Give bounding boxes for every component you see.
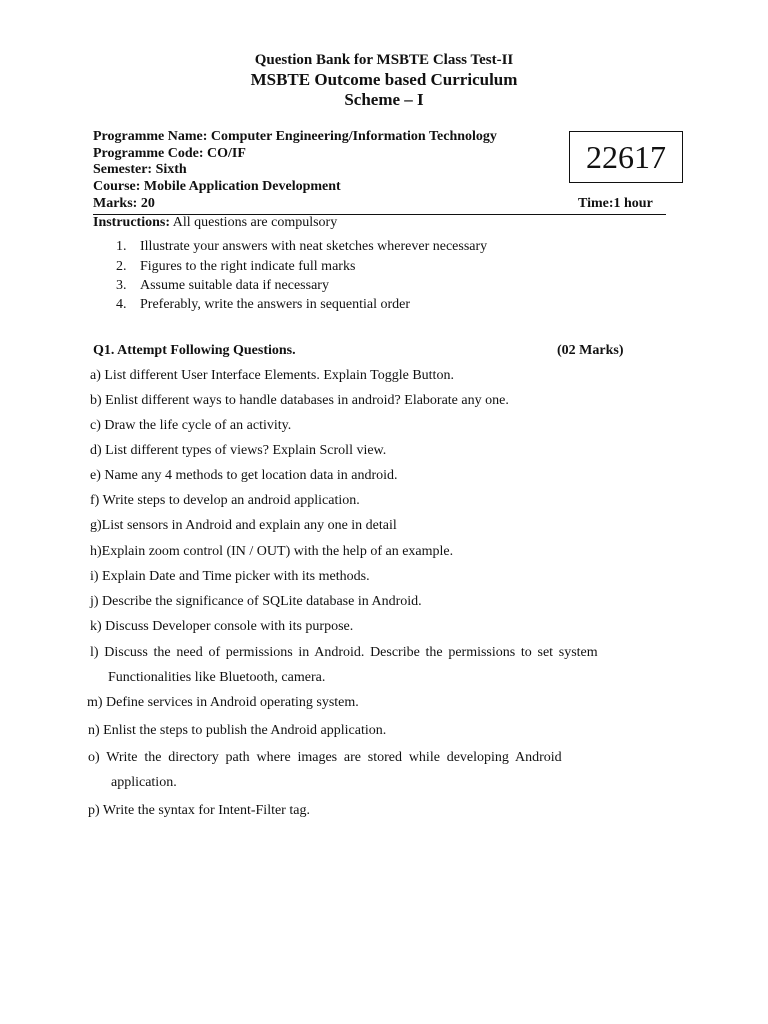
question-item: j) Describe the significance of SQLite database in Android. — [90, 594, 422, 609]
question-item-continuation: application. — [111, 775, 177, 790]
instruction-number: 4. — [116, 297, 127, 312]
question-item: f) Write steps to develop an android application. — [90, 493, 360, 508]
course-code-box — [569, 131, 683, 183]
question-item: a) List different User Interface Elements. Explain Toggle Button. — [90, 368, 454, 383]
instruction-item — [116, 278, 329, 294]
semester: Semester: Sixth — [93, 162, 187, 177]
question-item: p) Write the syntax for Intent-Filter tag. — [88, 803, 310, 818]
instructions-label: Instructions: — [93, 215, 171, 230]
time-allowed: Time:1 hour — [578, 196, 653, 211]
programme-code: Programme Code: CO/IF — [93, 146, 246, 161]
question-item: l) Discuss the need of permissions in Android. Describe the permissions to set system — [90, 645, 598, 660]
section-marks: (02 Marks) — [557, 343, 624, 358]
doc-heading-line2: MSBTE Outcome based Curriculum — [250, 70, 518, 89]
question-item: d) List different types of views? Explain Scroll view. — [90, 443, 387, 458]
instruction-number: 3. — [116, 278, 127, 293]
instruction-text: Illustrate your answers with neat sketches wherever necessary — [140, 239, 488, 254]
instruction-item — [116, 239, 487, 255]
question-item: g)List sensors in Android and explain any one in detail — [90, 518, 397, 533]
question-item: m) Define services in Android operating system. — [87, 695, 359, 710]
instructions-text: All questions are compulsory — [170, 215, 338, 230]
marks: Marks: 20 — [93, 196, 155, 211]
instruction-item — [116, 297, 410, 313]
instruction-item — [116, 259, 355, 275]
question-item: k) Discuss Developer console with its purpose. — [90, 619, 354, 634]
instruction-text: Figures to the right indicate full marks — [140, 259, 356, 274]
doc-heading-line1: Question Bank for MSBTE Class Test-II — [254, 52, 514, 68]
question-item: e) Name any 4 methods to get location data in android. — [90, 468, 398, 483]
question-item: o) Write the directory path where images are stored while developing Android — [88, 750, 562, 765]
instruction-text: Preferably, write the answers in sequential order — [140, 297, 411, 312]
instruction-number: 1. — [116, 239, 127, 254]
question-item: h)Explain zoom control (IN / OUT) with the help of an example. — [90, 544, 454, 559]
course-code: 22617 — [586, 138, 666, 175]
question-item: b) Enlist different ways to handle databases in android? Elaborate any one. — [90, 393, 509, 408]
question-item: i) Explain Date and Time picker with its methods. — [90, 569, 370, 584]
instructions — [93, 215, 337, 231]
question-item-continuation: Functionalities like Bluetooth, camera. — [108, 670, 326, 685]
section-title: Q1. Attempt Following Questions. — [93, 343, 296, 358]
question-item: c) Draw the life cycle of an activity. — [90, 418, 292, 433]
question-item: n) Enlist the steps to publish the Android application. — [88, 723, 387, 738]
doc-heading-line3: Scheme – I — [344, 90, 424, 109]
programme-name: Programme Name: Computer Engineering/Information Technology — [93, 129, 497, 144]
instruction-text: Assume suitable data if necessary — [140, 278, 329, 293]
course: Course: Mobile Application Development — [93, 179, 341, 194]
instruction-number: 2. — [116, 259, 127, 274]
